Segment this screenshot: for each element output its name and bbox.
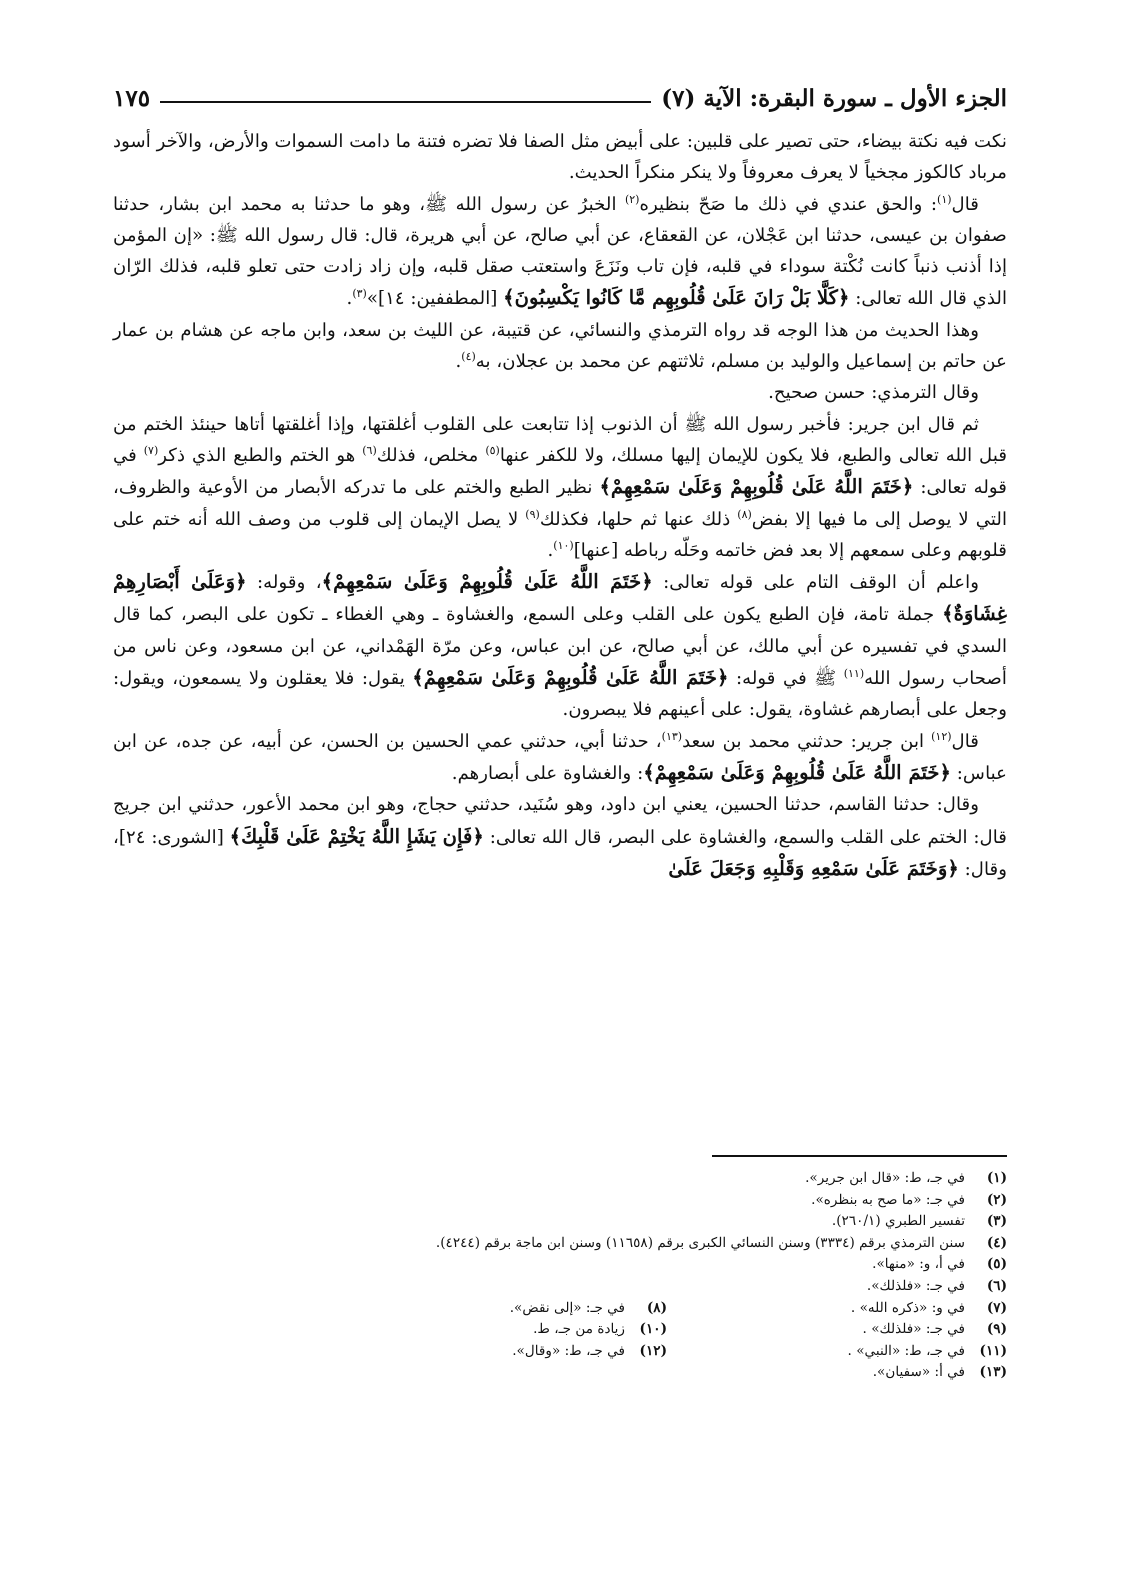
text-run: ابن جرير: حدثني محمد بن سعد [682, 730, 932, 752]
quran-verse: ﴿خَتَمَ اللَّهُ عَلَىٰ قُلُوبِهِمْ وَعَلَىٰ سَمْعِهِمْ﴾ [321, 570, 653, 594]
paragraph-8 [113, 789, 1007, 885]
footnote-ref[interactable]: (٤) [461, 350, 476, 364]
footnote-ref[interactable]: (٦) [362, 443, 377, 457]
text-run: جملة تامة، فإن الطبع يكون على القلب وعلى السمع، والغشاوة ـ وهي الغطاء ـ تكون على البصر، كما قال السدي في تفسيره عن أبي مالك، عن أبي صالح، عن ابن عباس، وعن مرّة الهَمْداني، عن ابن مسعود، وعن ناس من أصحاب رسول الله [113, 604, 1007, 690]
footnote-entry [805, 1168, 1007, 1190]
main-text [113, 126, 1007, 885]
footnote-text: في جـ، ط: «قال ابن جرير». [805, 1170, 965, 1186]
footnote-row [107, 1254, 1007, 1276]
footnote-text: في و: «ذكره الله» . [850, 1299, 965, 1316]
footnote-ref[interactable]: (١٣) [661, 729, 683, 743]
footnote-entry [667, 1319, 1007, 1341]
text-run: واعلم أن الوقف التام على قوله تعالى: [652, 572, 979, 594]
text-run: ، وقوله: [246, 572, 322, 594]
footnote-entry [667, 1298, 1007, 1320]
running-title: الجزء الأول ـ سورة البقرة: الآية (٧) [661, 85, 1007, 112]
footnote-entry [832, 1211, 1007, 1233]
text-run: وقال الترمذي: حسن صحيح. [768, 382, 979, 404]
text-run: يقول: فلا يعقلون ولا يسمعون، ويقول: وجعل على أبصارهم غشاوة، يقول: على أعينهم فلا يبصرون. [113, 668, 1007, 721]
footnote-number: (٩) [986, 1321, 1007, 1338]
footnote-ref[interactable]: (٣) [352, 287, 367, 301]
footnotes-section [107, 1168, 1007, 1384]
text-run: . [547, 539, 554, 561]
quran-verse: ﴿كَلَّا بَلْ رَانَ عَلَىٰ قُلُوبِهِم مَّا كَانُوا يَكْسِبُونَ﴾ [503, 286, 850, 310]
footnote-number: (١) [986, 1170, 1007, 1186]
text-run: مخلص، فذلك [376, 444, 486, 466]
footnote-entry [327, 1298, 667, 1320]
footnote-text: في جـ: «إلى نقض». [509, 1299, 625, 1316]
paragraph-1 [113, 126, 1007, 189]
text-run: ذلك عنها ثم حلها، فكذلك [539, 508, 738, 530]
footnote-number: (١٠) [639, 1321, 667, 1338]
footnote-row [107, 1233, 1007, 1255]
footnote-number: (٤) [986, 1234, 1007, 1251]
quran-verse: ﴿خَتَمَ اللَّهُ عَلَىٰ قُلُوبِهِمْ وَعَلَىٰ سَمْعِهِمْ﴾ [599, 475, 914, 499]
footnote-ref[interactable]: (٥) [485, 443, 500, 457]
text-run: ﷺ في قوله: [728, 668, 844, 690]
text-run: قال [951, 193, 979, 215]
footnote-number: (١٢) [639, 1342, 667, 1359]
footnote-ref[interactable]: (٩) [525, 507, 540, 521]
footnote-number: (١١) [979, 1342, 1007, 1359]
text-run: في قوله تعالى: [113, 444, 1007, 499]
paragraph-3 [113, 315, 1007, 378]
footnote-entry [667, 1341, 1007, 1363]
footnote-entry [436, 1233, 1007, 1255]
footnote-text: في أ، و: «منها». [872, 1256, 965, 1273]
footnote-entry [872, 1254, 1007, 1276]
footnote-row [107, 1362, 1007, 1384]
footnote-row [107, 1211, 1007, 1233]
footnote-number: (٧) [986, 1299, 1007, 1316]
text-run: هو الختم والطبع الذي ذكر [158, 444, 363, 466]
footnote-row [107, 1168, 1007, 1190]
quran-verse: ﴿فَإِن يَشَإِ اللَّهُ يَخْتِمْ عَلَىٰ قَلْبِكَ﴾ [229, 824, 484, 848]
footnote-row [107, 1319, 1007, 1341]
footnote-ref[interactable]: (١١) [843, 666, 865, 680]
footnote-row [107, 1298, 1007, 1320]
text-run: : والحق عندي في ذلك ما صَحّ بنظيره [639, 193, 938, 215]
text-run: وقال: حدثنا القاسم، حدثنا الحسين، يعني ابن داود، وهو سُنَيد، حدثني حجاج، وهو ابن محمد الأعور، حدثني ابن جريج قال: الختم على القلب والسمع، والغشاوة على البصر، قال الله تعالى: [113, 794, 1007, 848]
footnote-entry [327, 1341, 667, 1363]
footnote-ref[interactable]: (١٠) [553, 538, 574, 552]
footnote-ref[interactable]: (١) [937, 192, 952, 206]
paragraph-7 [113, 726, 1007, 790]
text-run: [المطففين: ١٤]» [366, 288, 504, 310]
footnote-entry [327, 1319, 667, 1341]
text-run: قال [951, 730, 979, 752]
footnote-separator [712, 1155, 1007, 1157]
footnote-text: في جـ: «ما صح به بنظره». [811, 1191, 965, 1208]
footnote-number: (١٣) [979, 1364, 1007, 1381]
footnote-ref[interactable]: (٧) [143, 443, 159, 457]
footnote-ref[interactable]: (١٢) [931, 729, 952, 743]
footnote-number: (٢) [986, 1191, 1007, 1208]
quran-verse: ﴿وَعَلَىٰ أَبْصَارِهِمْ غِشَاوَةٌ﴾ [113, 570, 1007, 626]
text-run: : والغشاوة على أبصارهم. [451, 762, 644, 784]
footnote-text: في جـ، ط: «النبي» . [847, 1342, 965, 1359]
text-run: لا يصل الإيمان إلى قلوب من وصف الله أنه ختم على قلوبهم وعلى سمعهم إلا بعد فض خاتمه وحَلّه رباطه [عنها] [113, 508, 1007, 561]
footnote-number: (٥) [986, 1256, 1007, 1273]
paragraph-2 [113, 189, 1007, 315]
footnote-text: في جـ: «فلذلك». [866, 1277, 965, 1294]
footnote-entry [873, 1362, 1007, 1384]
footnote-text: سنن الترمذي برقم (٣٣٣٤) وسنن النسائي الكبرى برقم (١١٦٥٨) وسنن ابن ماجة برقم (٤٢٤٤). [435, 1234, 965, 1251]
quran-verse: ﴿خَتَمَ اللَّهُ عَلَىٰ قُلُوبِهِمْ وَعَلَىٰ سَمْعِهِمْ﴾ [412, 666, 729, 690]
footnote-ref[interactable]: (٨) [737, 507, 752, 521]
paragraph-6 [113, 566, 1007, 725]
quran-verse: ﴿خَتَمَ اللَّهُ عَلَىٰ قُلُوبِهِمْ وَعَلَىٰ سَمْعِهِمْ﴾ [643, 760, 951, 784]
text-run: . [346, 288, 353, 310]
footnote-ref[interactable]: (٢) [624, 192, 640, 206]
footnote-row [107, 1190, 1007, 1212]
footnote-number: (٣) [986, 1213, 1007, 1230]
footnote-row [107, 1276, 1007, 1298]
text-run: [الشورى: ٢٤]، وقال: [113, 826, 1007, 880]
page-number: ١٧٥ [113, 85, 151, 112]
footnote-text: تفسير الطبري (٢٦٠/١). [831, 1213, 965, 1230]
footnote-text: في جـ: «فلذلك» . [862, 1321, 965, 1338]
header-rule [160, 101, 651, 103]
running-header [113, 72, 1007, 112]
text-run: ، حدثنا أبي، حدثني عمي الحسين بن الحسن، عن أبيه، عن جده، عن ابن عباس: [113, 730, 1007, 784]
footnote-entry [867, 1276, 1007, 1298]
text-run: الخبرُ عن رسول الله ﷺ، وهو ما حدثنا به محمد ابن بشار، حدثنا صفوان بن عيسى، حدثنا ابن عَجْلان، عن القعقاع، عن أبي صالح، عن أبي هريرة، قال: قال رسول الله ﷺ: «إن المؤمن إذا أذنب ذنباً كانت نُكْتة سوداء في قلبه، فإن تاب ونَزَعَ واستعتب صقل قلبه، وإن زاد زادت حتى تعلو قلبه، فذلك الرّان الذي قال الله تعالى: [113, 193, 1007, 310]
footnote-entry [811, 1190, 1007, 1212]
footnote-text: زيادة من جـ، ط. [533, 1321, 625, 1338]
footnote-text: في جـ، ط: «وقال». [512, 1342, 625, 1359]
footnote-number: (٦) [986, 1277, 1007, 1294]
text-run: نكت فيه نكتة بيضاء، حتى تصير على قلبين: على أبيض مثل الصفا فلا تضره فتنة ما دامت السموات والأرض، والآخر أسود مرباد كالكوز مجخياً لا يعرف معروفاً ولا ينكر منكراً الحديث. [113, 131, 1007, 184]
text-run: وهذا الحديث من هذا الوجه قد رواه الترمذي والنسائي، عن قتيبة، عن الليث بن سعد، وابن ماجه عن هشام بن عمار عن حاتم بن إسماعيل والوليد بن مسلم، ثلاثتهم عن محمد بن عجلان، به [113, 319, 1007, 373]
paragraph-4 [113, 377, 1007, 408]
footnote-row [107, 1341, 1007, 1363]
quran-verse: ﴿وَخَتَمَ عَلَىٰ سَمْعِهِ وَقَلْبِهِ وَجَعَلَ عَلَىٰ [668, 856, 959, 880]
paragraph-5 [113, 409, 1007, 566]
footnote-text: في أ: «سفيان». [872, 1364, 965, 1381]
footnote-number: (٨) [646, 1299, 667, 1316]
text-run: ثم قال ابن جرير: فأخبر رسول الله ﷺ أن الذنوب إذا تتابعت على القلوب أغلقتها، وإذا أغلقتها أتاها حينئذ الختم من قبل الله تعالى والطبع، فلا يكون للإيمان إليها مسلك، ولا للكفر عنها [113, 413, 1008, 466]
text-run: نظير الطبع والختم على ما تدركه الأبصار من الأوعية والظروف، التي لا يوصل إلى ما فيها إلا بفض [113, 477, 1007, 530]
text-run: . [455, 351, 462, 373]
